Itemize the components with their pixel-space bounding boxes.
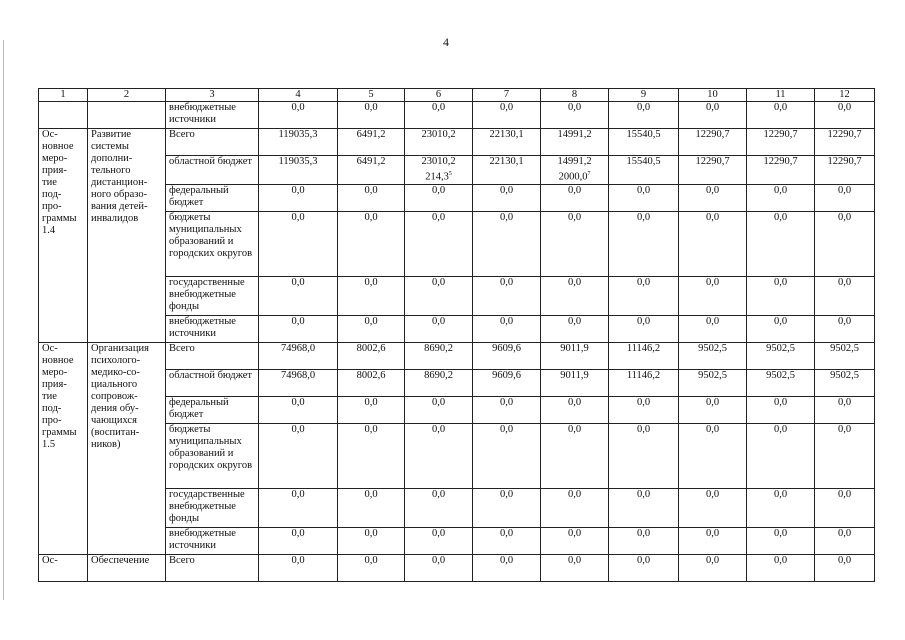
value-cell: 0,0 [473,527,541,554]
funding-source: государственные внебюджетные фонды [166,276,259,315]
value-cell: 0,0 [541,527,609,554]
value-cell: 0,0 [338,276,405,315]
funding-source: внебюджетные источники [166,102,259,129]
value-cell: 0,0 [473,102,541,129]
column-header: 1 [39,89,88,102]
funding-source: областной бюджет [166,369,259,396]
value-cell: 0,0 [541,554,609,581]
table-row [39,554,875,581]
column-header: 8 [541,89,609,102]
funding-source: бюджеты муниципальных образований и городских округов [166,423,259,488]
value-cell: 0,0 [747,396,815,423]
value-cell: 8002,6 [338,369,405,396]
value-cell: 15540,5 [609,156,679,185]
value-cell: 0,0 [259,527,338,554]
value-cell: 9609,6 [473,342,541,369]
column-header: 12 [815,89,875,102]
value-cell: 0,0 [473,488,541,527]
value-cell: 6491,2 [338,129,405,156]
value-cell: 0,0 [259,102,338,129]
value-cell: 0,0 [259,315,338,342]
value-cell: 0,0 [815,396,875,423]
column-header: 7 [473,89,541,102]
value-cell: 0,0 [609,184,679,211]
value-cell: 0,0 [473,276,541,315]
funding-source: федеральный бюджет [166,184,259,211]
value-cell: 0,0 [541,184,609,211]
value-cell: 0,0 [679,184,747,211]
value-cell: 0,0 [609,211,679,276]
value-cell: 12290,7 [815,156,875,185]
value-cell: 0,0 [815,527,875,554]
value-cell: 0,0 [679,211,747,276]
value-cell: 0,0 [338,423,405,488]
value-cell: 22130,1 [473,129,541,156]
value-cell: 0,0 [815,276,875,315]
column-header: 3 [166,89,259,102]
value-cell: 0,0 [815,488,875,527]
value-cell: 0,0 [747,527,815,554]
value-cell: 0,0 [747,102,815,129]
value-cell: 0,0 [473,184,541,211]
table-row [39,89,875,102]
value-cell: 0,0 [338,211,405,276]
value-cell: 12290,7 [679,156,747,185]
value-cell: 0,0 [405,211,473,276]
value-cell: 23010,2 [405,129,473,156]
value-cell: 0,0 [405,423,473,488]
value-cell: 0,0 [609,554,679,581]
funding-source: Всего [166,554,259,581]
value-cell: 9502,5 [747,342,815,369]
value-cell: 0,0 [815,102,875,129]
value-cell: 0,0 [747,276,815,315]
value-cell: 0,0 [338,396,405,423]
value-cell: 12290,7 [747,156,815,185]
table-row [39,102,875,129]
value-cell: 74968,0 [259,369,338,396]
funding-source: Всего [166,342,259,369]
value-cell: 0,0 [679,488,747,527]
measure-label: Ос- [39,554,88,581]
value-cell: 0,0 [815,423,875,488]
value-cell: 0,0 [338,184,405,211]
measure-name: Обеспечение [88,554,166,581]
measure-name: Организация психолого- медико-со- циального сопровож- дения обу- чающихся (воспитан- ников) [88,342,166,554]
funding-source: государственные внебюджетные фонды [166,488,259,527]
value-cell: 0,0 [541,276,609,315]
value-cell: 0,0 [609,315,679,342]
value-cell: 0,0 [815,184,875,211]
value-cell: 6491,2 [338,156,405,185]
value-cell: 119035,3 [259,156,338,185]
measure-label: Ос- новное меро- прия- тие под- про- граммы 1.5 [39,342,88,554]
page-edge-line [3,40,4,600]
value-cell: 0,0 [405,184,473,211]
value-cell: 0,0 [747,488,815,527]
value-cell: 0,0 [609,396,679,423]
table-row [39,342,875,369]
value-cell: 0,0 [473,554,541,581]
value-cell: 0,0 [815,315,875,342]
budget-table [38,88,875,582]
value-cell: 8002,6 [338,342,405,369]
value-cell: 0,0 [541,315,609,342]
value-cell: 9502,5 [679,369,747,396]
value-cell: 11146,2 [609,369,679,396]
value-cell: 0,0 [259,184,338,211]
value-cell: 0,0 [747,554,815,581]
value-cell: 0,0 [338,488,405,527]
value-cell: 0,0 [405,102,473,129]
column-header: 5 [338,89,405,102]
footnote-value: 214,3$^5$ [425,171,452,183]
value-cell: 119035,3 [259,129,338,156]
value-cell: 74968,0 [259,342,338,369]
column-header: 4 [259,89,338,102]
funding-source: бюджеты муниципальных образований и городских округов [166,211,259,276]
value-cell: 0,0 [747,315,815,342]
value-cell: 0,0 [609,527,679,554]
value-cell: 0,0 [815,211,875,276]
value-cell: 0,0 [338,315,405,342]
column-header: 2 [88,89,166,102]
measure-name: Развитие системы дополни- тельного дистанцион- ного образо- вания детей- инвалидов [88,129,166,343]
value-cell: 9502,5 [679,342,747,369]
value-cell: 0,0 [679,315,747,342]
value-cell: 23010,2 214,3$^5$ [405,156,473,185]
value-cell: 0,0 [679,276,747,315]
empty-cell [88,102,166,129]
value-cell: 0,0 [259,554,338,581]
value-cell: 0,0 [259,276,338,315]
value-cell: 0,0 [338,527,405,554]
measure-label: Ос- новное меро- прия- тие под- про- граммы 1.4 [39,129,88,343]
footnote-mark: 7 [587,171,591,177]
value-cell: 0,0 [405,276,473,315]
value-cell: 0,0 [338,554,405,581]
funding-source: Всего [166,129,259,156]
value-cell: 0,0 [679,423,747,488]
column-header: 11 [747,89,815,102]
value-cell: 0,0 [541,423,609,488]
value-cell: 0,0 [259,488,338,527]
value-cell: 22130,1 [473,156,541,185]
value-cell: 9011,9 [541,369,609,396]
value-cell: 0,0 [609,102,679,129]
value-cell: 0,0 [259,423,338,488]
page-number: 4 [443,35,449,49]
value-cell: 0,0 [259,211,338,276]
value-cell: 0,0 [747,423,815,488]
column-header: 6 [405,89,473,102]
value-cell: 9011,9 [541,342,609,369]
value-cell: 0,0 [609,276,679,315]
footnote-mark: 5 [448,171,452,177]
value-cell: 0,0 [747,211,815,276]
value-cell: 0,0 [679,554,747,581]
funding-source: внебюджетные источники [166,527,259,554]
value-cell: 0,0 [541,488,609,527]
value-cell: 0,0 [405,315,473,342]
funding-source: внебюджетные источники [166,315,259,342]
value-cell: 12290,7 [747,129,815,156]
value-cell: 0,0 [815,554,875,581]
column-header: 9 [609,89,679,102]
value-cell: 8690,2 [405,369,473,396]
value-cell: 0,0 [679,102,747,129]
value-cell: 0,0 [259,396,338,423]
value-cell: 0,0 [473,396,541,423]
funding-source: областной бюджет [166,156,259,185]
value-cell: 9502,5 [815,369,875,396]
value-cell: 0,0 [473,315,541,342]
column-header: 10 [679,89,747,102]
value-cell: 0,0 [541,211,609,276]
value-cell: 0,0 [405,527,473,554]
empty-cell [39,102,88,129]
value-cell: 9502,5 [747,369,815,396]
value-cell: 0,0 [405,554,473,581]
value-cell: 0,0 [541,396,609,423]
value-cell: 0,0 [405,488,473,527]
value-cell: 0,0 [405,396,473,423]
value-cell: 9609,6 [473,369,541,396]
value-cell: 0,0 [679,396,747,423]
value-cell: 15540,5 [609,129,679,156]
value-cell: 12290,7 [679,129,747,156]
value-cell: 0,0 [473,211,541,276]
table-row [39,129,875,156]
value-cell: 9502,5 [815,342,875,369]
value-cell: 14991,2 2000,0$^7$ [541,156,609,185]
value-cell: 0,0 [609,423,679,488]
value-cell: 0,0 [338,102,405,129]
value-cell: 0,0 [541,102,609,129]
value-cell: 0,0 [747,184,815,211]
funding-source: федеральный бюджет [166,396,259,423]
value-cell: 0,0 [679,527,747,554]
value-cell: 8690,2 [405,342,473,369]
value-cell: 11146,2 [609,342,679,369]
value-cell: 14991,2 [541,129,609,156]
value-cell: 0,0 [473,423,541,488]
value-cell: 12290,7 [815,129,875,156]
footnote-value: 2000,0$^7$ [558,171,591,183]
value-cell: 0,0 [609,488,679,527]
